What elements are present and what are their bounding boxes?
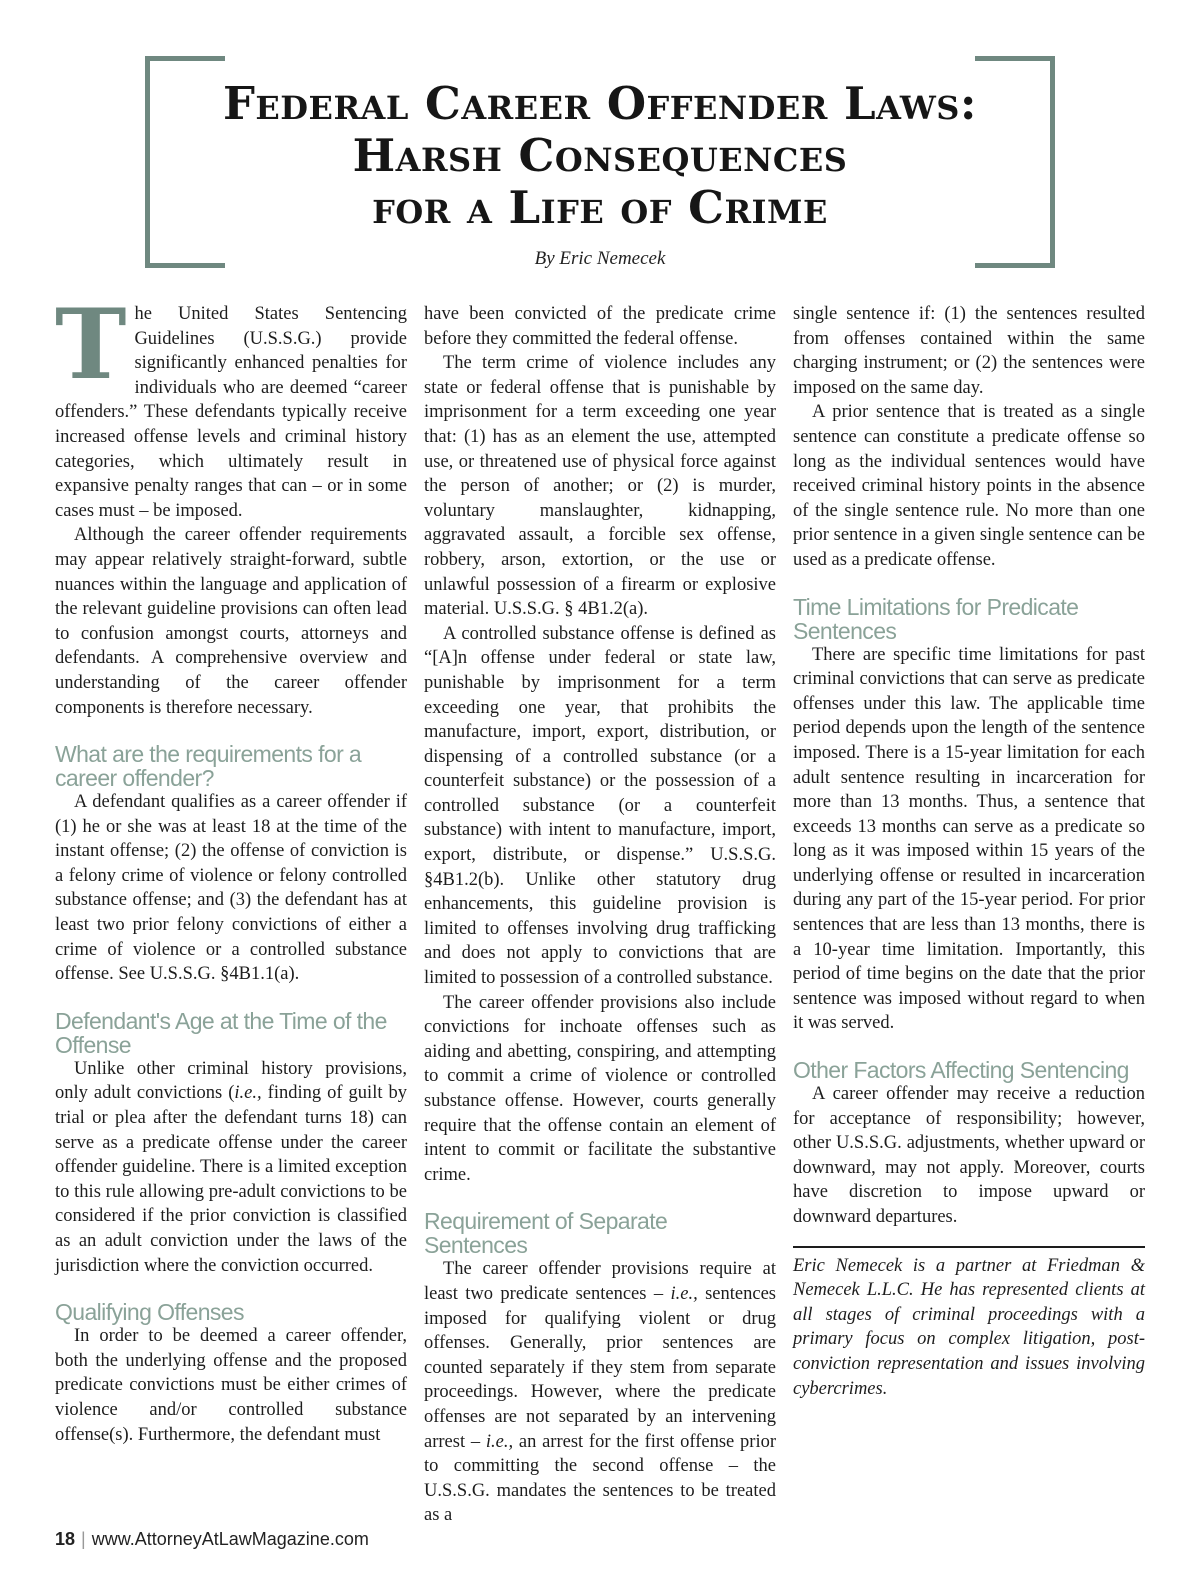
column-1 (55, 288, 407, 1447)
paragraph: single sentence if: (1) the sentences resulted from offenses contained within the same charging instrument; or (2) the sentences were imposed on the same day. (793, 304, 1145, 398)
intro-text: he United States Sentencing Guidelines (U.S.S.G.) provide significantly enhanced penalties for individuals who are deemed “career offenders.” These defendants typically receive increased offense levels and criminal history categories, which ultimately result in expansive penalty ranges that can – or in some cases must – be imposed. (55, 304, 407, 521)
paragraph: A controlled substance offense is defined as “[A]n offense under federal or state law, punishable by imprisonment for a term exceeding one year, that prohibits the manufacture, import, export, distribution, or dispensing of a controlled substance (or a counterfeit substance) or the possession of a controlled substance (or a counterfeit substance) with intent to manufacture, import, export, distribute, or dispense.” U.S.S.G. §4B1.2(b). Unlike other statutory drug enhancements, this guideline provision is limited to offenses involving drug trafficking and does not apply to convictions that are limited to possession of a controlled substance. (424, 623, 776, 989)
magazine-url: www.AttorneyAtLawMagazine.com (91, 1529, 369, 1549)
section-heading: Requirement of Separate Sentences (424, 1208, 668, 1259)
section-heading: Other Factors Affecting Sentencing (793, 1057, 1129, 1084)
paragraph: The term crime of violence includes any state or federal offense that is punishable by imprisonment for a term exceeding one year that: (1) has as an element the use, attempted use, or threatened use of physical force against the person of another; or (2) is murder, voluntary manslaughter, kidnapping, aggravated assault, a forcible sex offense, robbery, arson, extortion, or the use or unlawful possession of a firearm or explosive material. U.S.S.G. § 4B1.2(a). (424, 353, 776, 620)
byline: By Eric Nemecek (534, 248, 666, 269)
drop-cap: T (55, 288, 127, 401)
section-heading: Qualifying Offenses (55, 1299, 244, 1326)
page-footer (55, 1529, 369, 1550)
bio-divider (793, 1246, 1145, 1248)
paragraph: A prior sentence that is treated as a single sentence can constitute a predicate offense so long as the individual sentences would have received criminal history points in the absence of the single sentence rule. No more than one prior sentence in a given single sentence can be used as a predicate offense. (793, 402, 1145, 570)
section-heading: What are the requirements for a career offender? (55, 741, 362, 792)
paragraph: A career offender may receive a reduction for acceptance of responsibility; however, other U.S.S.G. adjustments, whether upward or downward, may not apply. Moreover, courts have discretion to impose upward or downward departures. (793, 1084, 1145, 1227)
title-line-3: for a Life of Crime (372, 181, 828, 234)
column-3 (793, 302, 1145, 1401)
author-bio: Eric Nemecek is a partner at Friedman & Nemecek L.L.C. He has represented clients at all stages of criminal proceedings with a primary focus on complex litigation, post-conviction representation and issues involving cybercrimes. (793, 1255, 1145, 1399)
paragraph: Unlike other criminal history provisions, only adult convictions (i.e., finding of guilt by trial or plea after the defendant turns 18) can serve as a predicate offense under the career offender guideline. There is a limited exception to this rule allowing pre-adult convictions to be considered if the prior conviction is classified as an adult conviction under the laws of the jurisdiction where the conviction occurred. (55, 1058, 407, 1276)
section-heading: Time Limitations for Predicate Sentences (793, 593, 1079, 644)
paragraph: There are specific time limitations for past criminal convictions that can serve as predicate offenses under this law. The applicable time period depends upon the length of the sentence imposed. There is a 15-year limitation for each adult sentence resulting in incarceration for more than 13 months. Thus, a sentence that exceeds 13 months can serve as a predicate so long as it was imposed within 15 years of the underlying offense or resulted in incarceration during any part of the 15-year period. For prior sentences that are less than 13 months, there is a 10-year time limitation. Importantly, this period of time begins on the date that the prior sentence was imposed without regard to when it was served. (793, 644, 1145, 1034)
page-number: 18 (55, 1529, 76, 1549)
title-line-2: Harsh Consequences (352, 129, 848, 182)
paragraph: have been convicted of the predicate crime before they committed the federal offense. (424, 304, 776, 349)
title-line-1: Federal Career Offender Laws: (222, 77, 978, 130)
intro-paragraph (55, 288, 407, 523)
paragraph: A defendant qualifies as a career offender if (1) he or she was at least 18 at the time of the instant offense; (2) the offense of conviction is a felony crime of violence or felony controlled substance offense; and (3) the defendant has at least two prior felony convictions of either a crime of violence or a controlled substance offense. See U.S.S.G. §4B1.1(a). (55, 792, 407, 985)
paragraph: In order to be deemed a career offender, both the underlying offense and the proposed predicate convictions must be either crimes of violence and/or controlled substance offense(s). Furthermore, the defendant must (55, 1326, 407, 1445)
paragraph: The career offender provisions require at least two predicate sentences – i.e., sentences imposed for qualifying violent or drug offenses. Generally, prior sentences are counted separately if they stem from separate proceedings. However, where the predicate offenses are not separated by an intervening arrest – i.e., an arrest for the first offense prior to committing the second offense – the U.S.S.G. mandates the sentences to be treated as a (424, 1259, 776, 1526)
article-title (150, 78, 1050, 234)
footer-separator: | (81, 1529, 86, 1549)
column-2 (424, 302, 776, 1528)
paragraph: The career offender provisions also include convictions for inchoate offenses such as aiding and abetting, conspiring, and attempting to commit a crime of violence or controlled substance offense. However, courts generally require that the offense contain an element of intent to commit or facilitate the substantive crime. (424, 992, 776, 1185)
section-heading: Defendant's Age at the Time of the Offense (55, 1007, 387, 1058)
paragraph: Although the career offender requirements may appear relatively straight-forward, subtle nuances within the language and application of the relevant guideline provisions can often lead to confusion amongst courts, attorneys and defendants. A comprehensive overview and understanding of the career offender components is therefore necessary. (55, 525, 407, 718)
